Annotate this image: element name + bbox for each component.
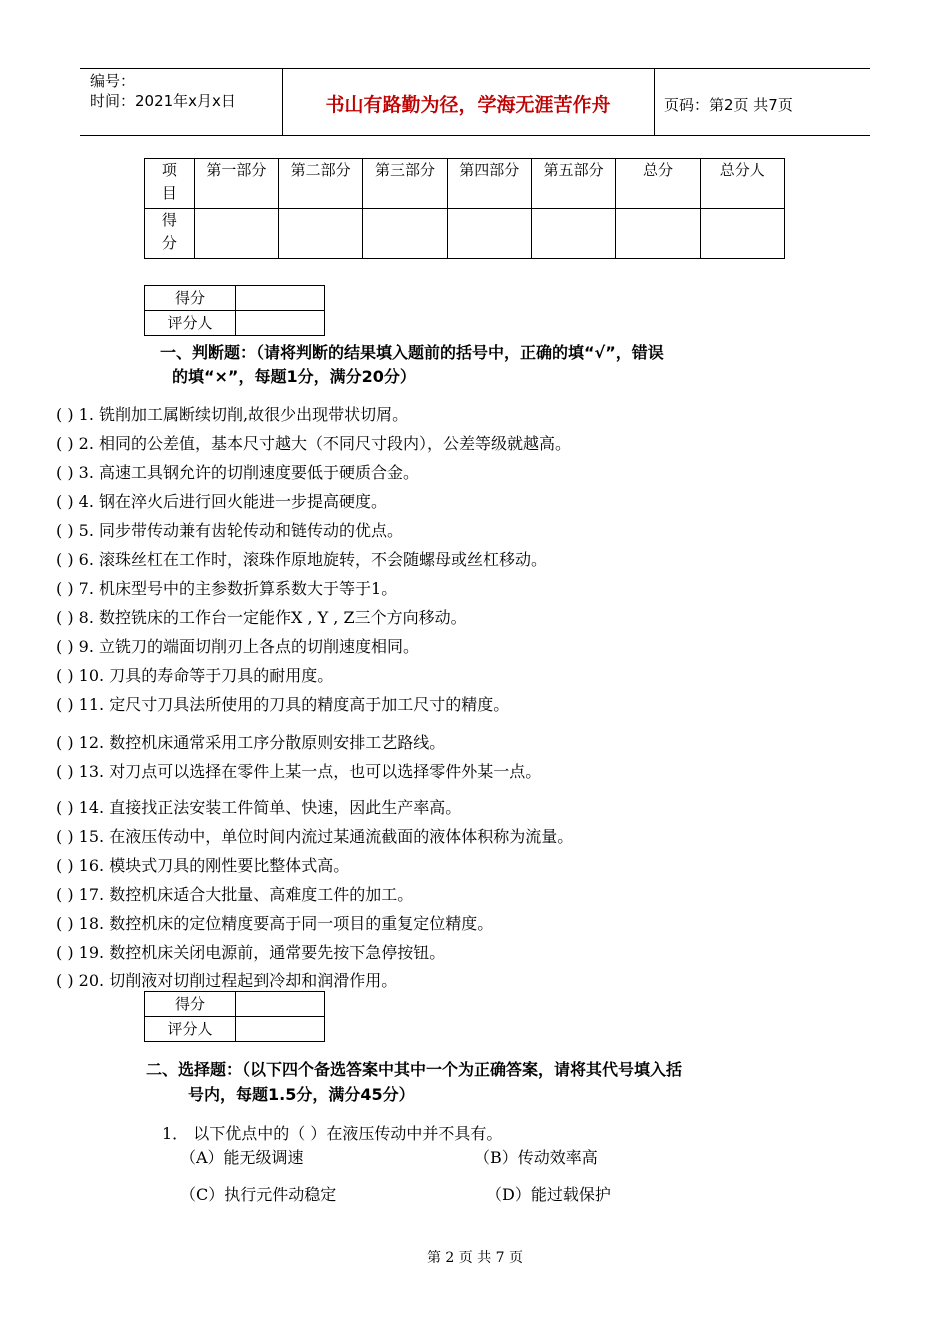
score-cell[interactable] <box>236 992 325 1017</box>
section1-title-line2: 的填“×”，每题1分，满分20分） <box>172 367 416 386</box>
grader-box-section1 <box>144 285 325 336</box>
column-header: 第一部分 <box>194 159 278 209</box>
score-label: 得分 <box>145 992 236 1017</box>
score-cell[interactable] <box>531 209 615 259</box>
section1-title-line1: 一、判断题：（请将判断的结果填入题前的括号中，正确的填“√”，错误 <box>160 343 664 362</box>
label-part: 项 <box>161 161 177 179</box>
question-item: ( ) 12. 数控机床通常采用工序分散原则安排工艺路线。 <box>56 733 446 752</box>
question-item: ( ) 18. 数控机床的定位精度要高于同一项目的重复定位精度。 <box>56 914 494 933</box>
header-divider-right <box>654 68 655 135</box>
question-item: ( ) 19. 数控机床关闭电源前，通常要先按下急停按钮。 <box>56 943 446 962</box>
question-item: ( ) 1. 铣削加工属断续切削,故很少出现带状切屑。 <box>56 405 409 424</box>
label-part: 得 <box>161 211 177 229</box>
column-header: 总分 <box>616 159 700 209</box>
column-header: 总分人 <box>700 159 784 209</box>
header-top-rule <box>80 68 870 69</box>
column-header: 第五部分 <box>531 159 615 209</box>
question-item: ( ) 6. 滚珠丝杠在工作时，滚珠作原地旋转，不会随螺母或丝杠移动。 <box>56 550 548 569</box>
date-label: 时间：2021年x月x日 <box>90 92 236 110</box>
score-summary-table <box>144 158 785 259</box>
page-footer: 第 2 页 共 7 页 <box>426 1250 524 1266</box>
serial-label: 编号： <box>90 72 136 90</box>
question-item: ( ) 4. 钢在淬火后进行回火能进一步提高硬度。 <box>56 492 388 511</box>
score-cell[interactable] <box>700 209 784 259</box>
question-item: ( ) 17. 数控机床适合大批量、高难度工件的加工。 <box>56 885 414 904</box>
mc-option-d: （D）能过载保护 <box>486 1185 611 1204</box>
question-item: ( ) 16. 模块式刀具的刚性要比整体式高。 <box>56 856 350 875</box>
column-header: 第二部分 <box>278 159 362 209</box>
page-code: 页码：第2页 共7页 <box>664 96 793 114</box>
question-item: ( ) 7. 机床型号中的主参数折算系数大于等于1。 <box>56 579 398 598</box>
question-item: ( ) 9. 立铣刀的端面切削刃上各点的切削速度相同。 <box>56 637 420 656</box>
question-item: ( ) 13. 对刀点可以选择在零件上某一点，也可以选择零件外某一点。 <box>56 762 542 781</box>
table-row-header-label <box>145 159 195 209</box>
column-header: 第四部分 <box>447 159 531 209</box>
mc-option-a: （A）能无级调速 <box>180 1148 304 1167</box>
score-label: 得分 <box>145 286 236 311</box>
question-item: ( ) 2. 相同的公差值，基本尺寸越大（不同尺寸段内），公差等级就越高。 <box>56 434 572 453</box>
question-item: ( ) 11. 定尺寸刀具法所使用的刀具的精度高于加工尺寸的精度。 <box>56 695 510 714</box>
question-item: ( ) 14. 直接找正法安装工件简单、快速，因此生产率高。 <box>56 798 462 817</box>
question-item: ( ) 15. 在液压传动中，单位时间内流过某通流截面的液体体积称为流量。 <box>56 827 574 846</box>
grader-label: 评分人 <box>145 311 236 336</box>
mc-option-b: （B）传动效率高 <box>474 1148 598 1167</box>
grader-cell[interactable] <box>236 311 325 336</box>
grader-cell[interactable] <box>236 1017 325 1042</box>
label-part: 分 <box>161 234 177 252</box>
question-item: ( ) 5. 同步带传动兼有齿轮传动和链传动的优点。 <box>56 521 404 540</box>
score-cell[interactable] <box>278 209 362 259</box>
question-item: ( ) 10. 刀具的寿命等于刀具的耐用度。 <box>56 666 334 685</box>
question-item: ( ) 8. 数控铣床的工作台一定能作X , Y , Z三个方向移动。 <box>56 608 467 627</box>
score-cell[interactable] <box>236 286 325 311</box>
score-cell[interactable] <box>447 209 531 259</box>
header-motto: 书山有路勤为径，学海无涯苦作舟 <box>325 94 611 116</box>
score-cell[interactable] <box>194 209 278 259</box>
question-item: ( ) 20. 切削液对切削过程起到冷却和润滑作用。 <box>56 971 398 990</box>
section2-title-line2: 号内，每题1.5分，满分45分） <box>188 1085 415 1104</box>
question-item: ( ) 3. 高速工具钢允许的切削速度要低于硬质合金。 <box>56 463 420 482</box>
mc-option-c: （C）执行元件动稳定 <box>180 1185 337 1204</box>
section2-title-line1: 二、选择题：（以下四个备选答案中其中一个为正确答案，请将其代号填入括 <box>146 1060 683 1079</box>
header-bottom-rule <box>80 135 870 136</box>
grader-box-section2 <box>144 991 325 1042</box>
grader-label: 评分人 <box>145 1017 236 1042</box>
table-row-score-label <box>145 209 195 259</box>
label-part: 目 <box>161 184 177 202</box>
column-header: 第三部分 <box>363 159 447 209</box>
score-cell[interactable] <box>616 209 700 259</box>
mc-question-1-stem: 1． 以下优点中的（ ）在液压传动中并不具有。 <box>162 1124 503 1143</box>
score-cell[interactable] <box>363 209 447 259</box>
